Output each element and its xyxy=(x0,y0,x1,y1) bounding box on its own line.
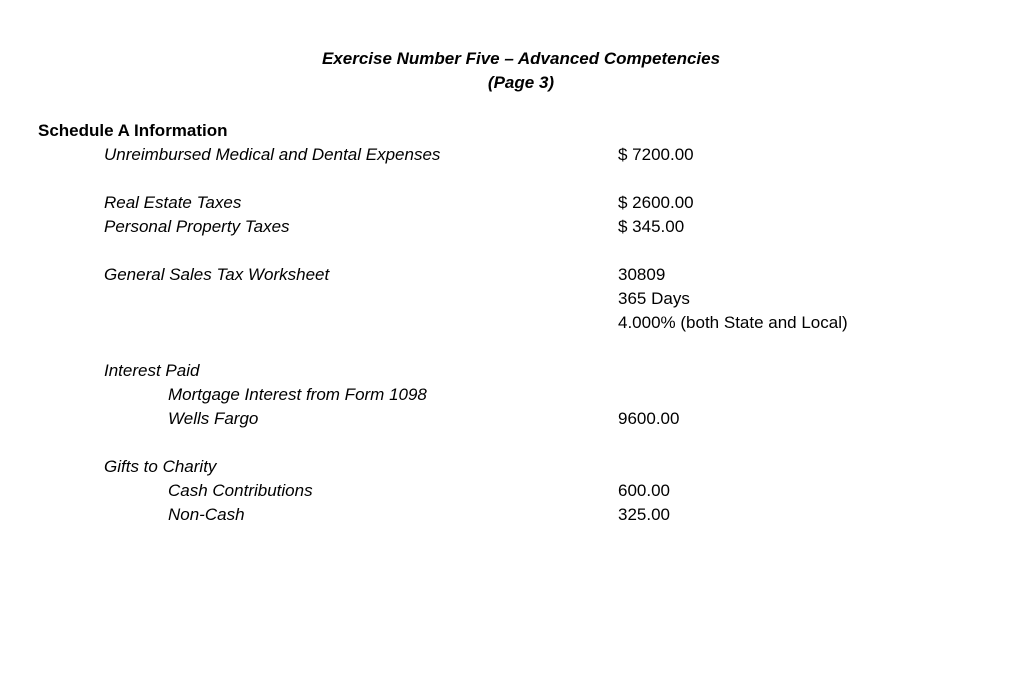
wells-label: Wells Fargo xyxy=(168,409,259,428)
sales-tax-value-zip: 30809 xyxy=(618,265,666,284)
real-estate-value: $ 2600.00 xyxy=(618,193,694,212)
medical-label: Unreimbursed Medical and Dental Expenses xyxy=(104,145,441,164)
interest-label: Interest Paid xyxy=(104,361,200,380)
section-heading: Schedule A Information xyxy=(38,121,228,140)
gifts-label: Gifts to Charity xyxy=(104,457,217,476)
cash-value: 600.00 xyxy=(618,481,670,500)
sales-tax-value-rate: 4.000% (both State and Local) xyxy=(618,313,848,332)
sales-tax-label: General Sales Tax Worksheet xyxy=(104,265,330,284)
real-estate-label: Real Estate Taxes xyxy=(104,193,242,212)
document-title: Exercise Number Five – Advanced Competencies xyxy=(321,49,721,68)
personal-property-label: Personal Property Taxes xyxy=(104,217,290,236)
personal-property-value: $ 345.00 xyxy=(618,217,685,236)
noncash-value: 325.00 xyxy=(618,505,670,524)
document-subtitle: (Page 3) xyxy=(487,73,555,92)
medical-value: $ 7200.00 xyxy=(618,145,694,164)
wells-value: 9600.00 xyxy=(618,409,680,428)
sales-tax-value-days: 365 Days xyxy=(618,289,690,308)
noncash-label: Non-Cash xyxy=(168,505,245,524)
cash-label: Cash Contributions xyxy=(168,481,313,500)
mortgage-label: Mortgage Interest from Form 1098 xyxy=(168,385,427,404)
